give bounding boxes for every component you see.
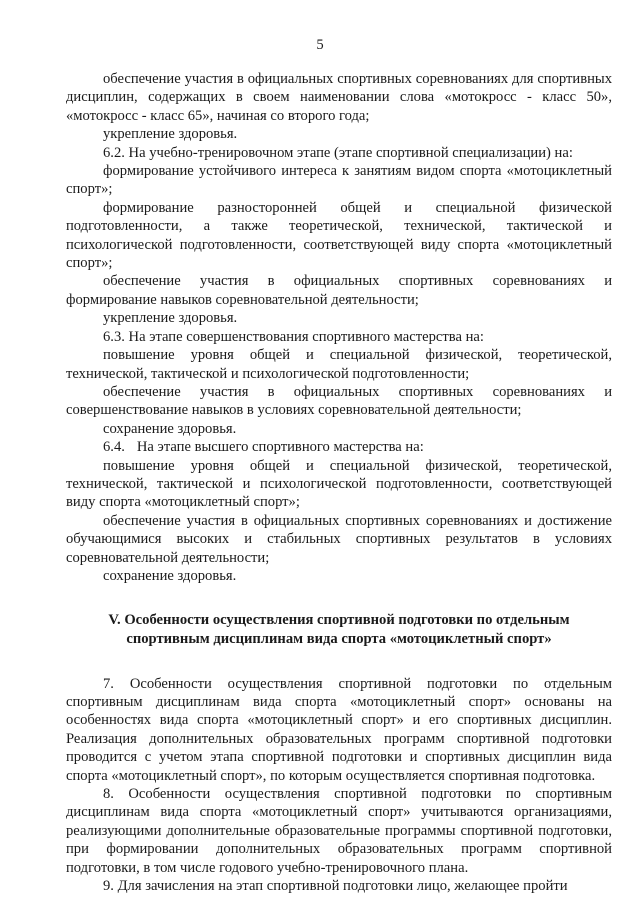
paragraph: 6.2. На учебно-тренировочном этапе (этапе спортивной специализации) на: [103, 144, 573, 161]
paragraph: формирование разносторонней общей и специальной физической подготовленности, а также теоретической, технической, тактической и психологической подготовленности, соответствующей виду спорта «мотоциклетный спорт»; [66, 199, 612, 272]
paragraph: обеспечение участия в официальных спортивных соревнованиях для спортивных дисциплин, содержащих в своем наименовании слова «мотокросс - класс 50», «мотокросс - класс 65», начиная со второго года; [66, 71, 612, 124]
paragraph: укрепление здоровья. [103, 126, 238, 143]
page-number: 5 [316, 37, 324, 53]
paragraph: формирование устойчивого интереса к занятиям видом спорта «мотоциклетный спорт»; [66, 163, 612, 198]
item-text: На этапе высшего спортивного мастерства на: [136, 439, 424, 456]
spacer [66, 649, 612, 675]
spacer [66, 585, 612, 611]
paragraph: повышение уровня общей и специальной физической, теоретической, технической, тактической и психологической подготовленности, соответствующей виду спорта «мотоциклетный спорт»; [66, 457, 612, 511]
item-number: 6.4. [103, 439, 125, 456]
document-body [66, 70, 612, 895]
paragraph: обеспечение участия в официальных спортивных соревнованиях и совершенствование навыков в условиях соревновательной деятельности; [66, 383, 612, 419]
paragraph: повышение уровня общей и специальной физической, теоретической, технической, тактической и психологической подготовленности; [66, 347, 612, 382]
paragraph: 7. Особенности осуществления спортивной подготовки по отдельным спортивным дисциплинам вида спорта «мотоциклетный спорт» основаны на особенностях вида спорта «мотоциклетный спорт» и его спортивных дисциплин. Реализация дополнительных образовательных программ спортивной подготовки проводится с учетом этапа спортивной подготовки и спортивных дисциплин вида спорта «мотоциклетный спорт», по которым осуществляется спортивная подготовка. [66, 675, 612, 784]
section-heading [66, 611, 612, 648]
paragraph: 9. Для зачисления на этап спортивной подготовки лицо, желающее пройти [103, 878, 568, 895]
paragraph-6-4 [66, 438, 612, 456]
section-heading-line-1: V. Особенности осуществления спортивной подготовки по отдельным [108, 612, 570, 629]
paragraph: обеспечение участия в официальных спортивных соревнованиях и достижение обучающимися высоких и стабильных спортивных результатов в условиях соревновательной деятельности; [66, 512, 612, 566]
paragraph: укрепление здоровья. [103, 310, 238, 327]
paragraph: обеспечение участия в официальных спортивных соревнованиях и формирование навыков соревновательной деятельности; [66, 273, 612, 308]
paragraph: сохранение здоровья. [103, 567, 237, 584]
paragraph: сохранение здоровья. [103, 420, 237, 437]
section-heading-line-2: спортивным дисциплинам вида спорта «мотоциклетный спорт» [126, 630, 552, 647]
paragraph: 6.3. На этапе совершенствования спортивного мастерства на: [103, 328, 484, 345]
paragraph: 8. Особенности осуществления спортивной подготовки по спортивным дисциплинам вида спорта «мотоциклетный спорт» учитываются организациями, реализующими дополнительные образовательные программы спортивной подготовки, при формировании дополнительных образовательных программ спортивной подготовки, в том числе годового учебно-тренировочного плана. [66, 786, 612, 876]
